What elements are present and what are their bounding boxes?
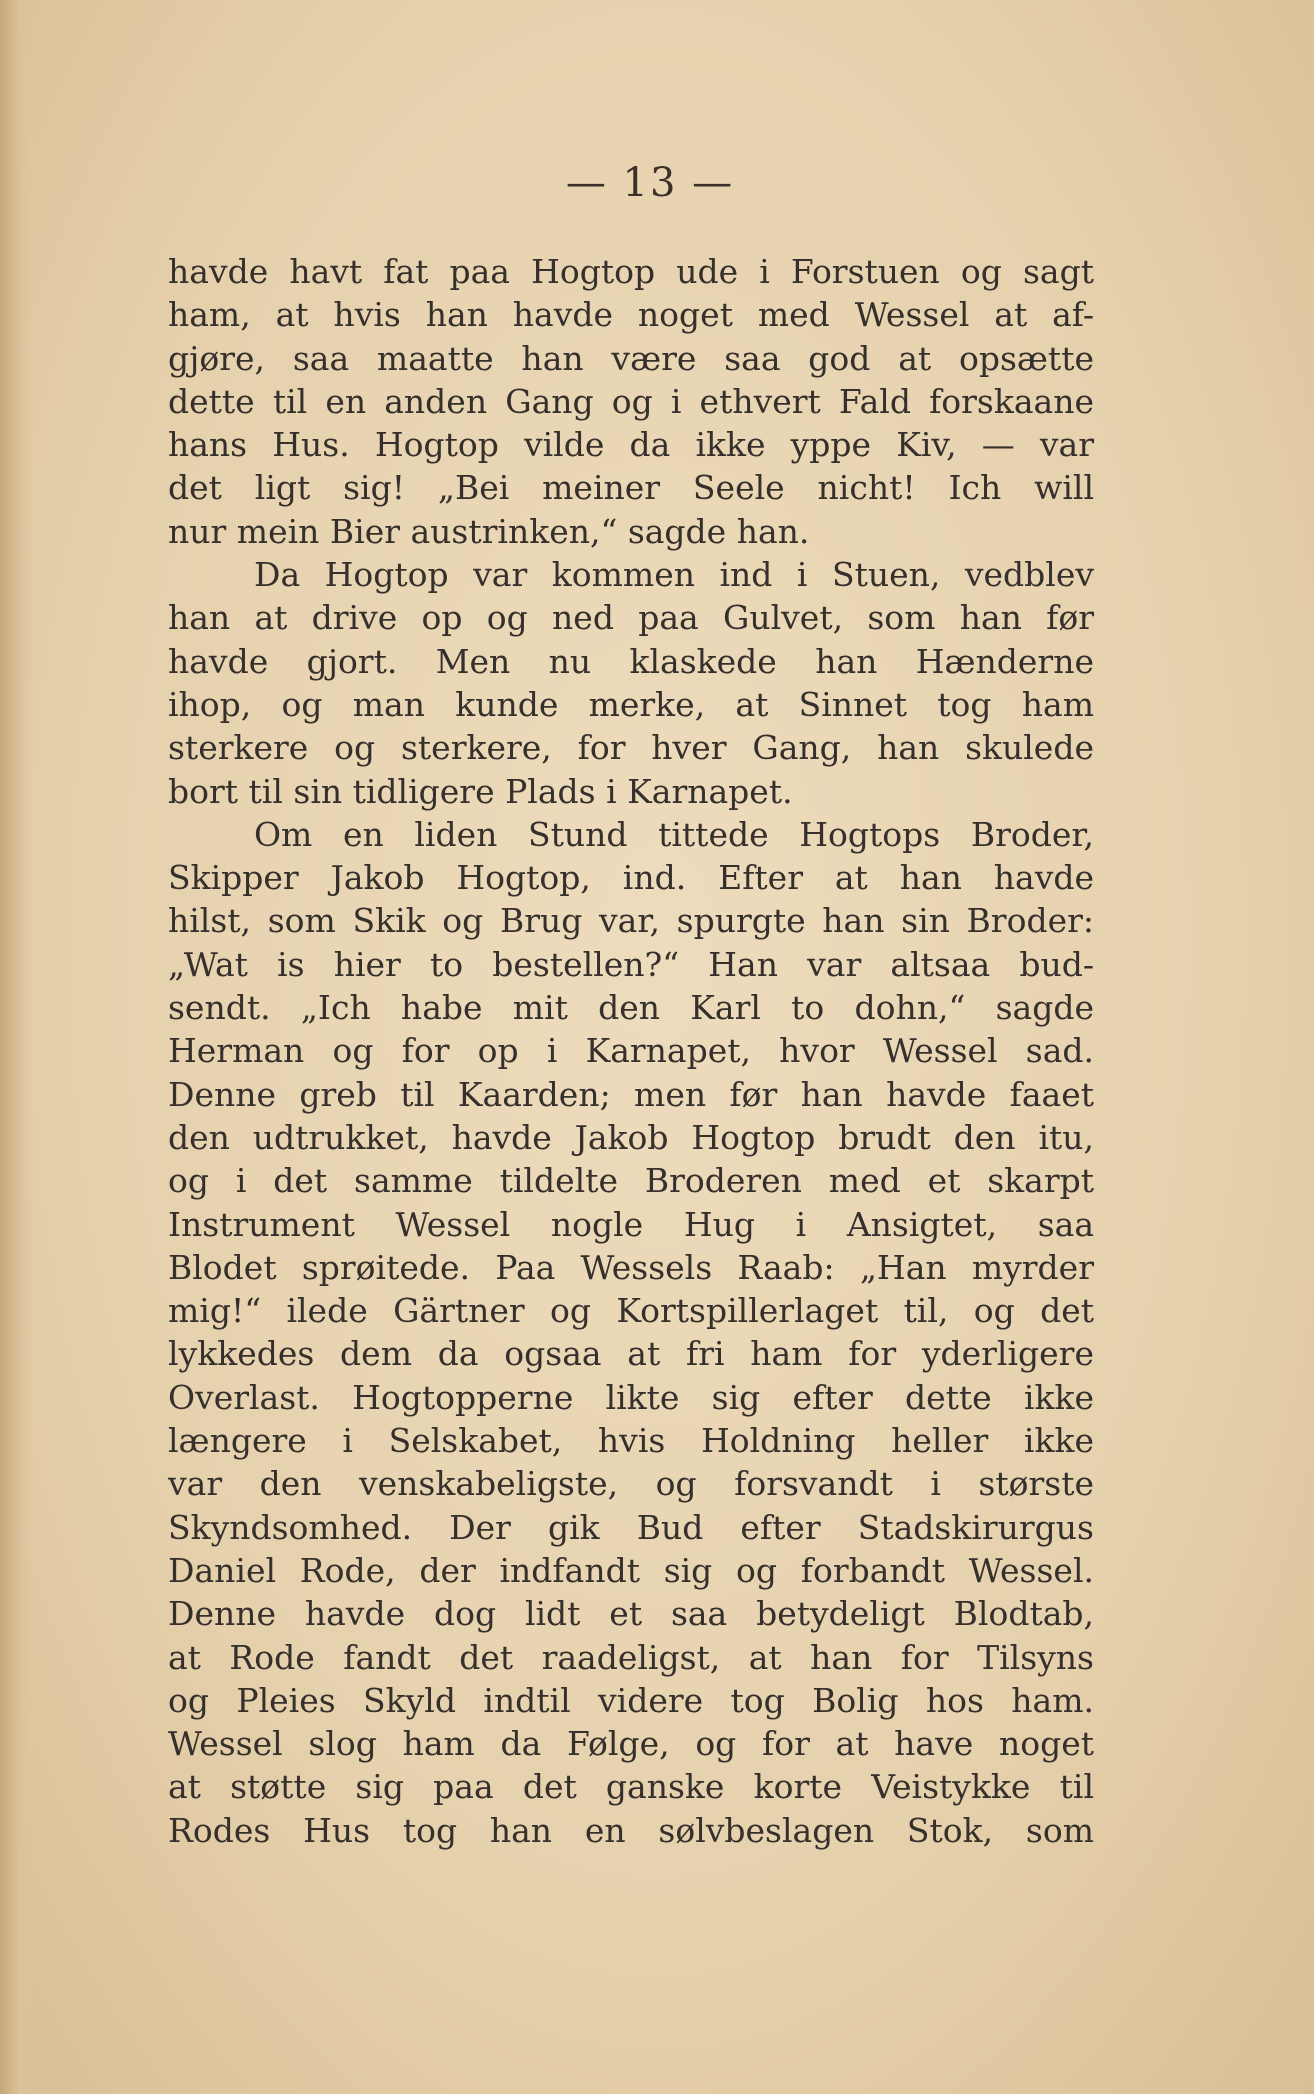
text-line: Daniel Rode, der indfandt sig og forbandt Wessel.: [168, 1550, 1094, 1590]
text-line: mig!“ ilede Gärtner og Kortspillerlaget til, og det: [168, 1291, 1094, 1331]
page-number: — 13 —: [565, 160, 735, 206]
text-line: bort til sin tidligere Plads i Karnapet.: [168, 771, 793, 811]
text-line: hilst, som Skik og Brug var, spurgte han sin Broder:: [168, 901, 1094, 941]
text-line: hans Hus. Hogtop vilde da ikke yppe Kiv, — var: [168, 425, 1094, 465]
text-line: han at drive op og ned paa Gulvet, som han før: [168, 598, 1094, 638]
text-line: lykkedes dem da ogsaa at fri ham for yderligere: [168, 1334, 1094, 1374]
text-line: Overlast. Hogtopperne likte sig efter dette ikke: [168, 1377, 1094, 1417]
text-line: nur mein Bier austrinken,“ sagde han.: [168, 511, 810, 551]
text-line: havde gjort. Men nu klaskede han Hænderne: [168, 641, 1094, 681]
text-line: at Rode fandt det raadeligst, at han for Tilsyns: [168, 1637, 1094, 1677]
text-line: sendt. „Ich habe mit den Karl to dohn,“ sagde: [168, 988, 1094, 1028]
text-line: sterkere og sterkere, for hver Gang, han skulede: [168, 728, 1094, 768]
text-line: Denne greb til Kaarden; men før han havde faaet: [168, 1074, 1094, 1114]
text-line: Da Hogtop var kommen ind i Stuen, vedblev: [254, 555, 1094, 595]
text-line: Herman og for op i Karnapet, hvor Wessel sad.: [168, 1031, 1094, 1071]
text-line: Instrument Wessel nogle Hug i Ansigtet, saa: [168, 1204, 1094, 1244]
text-line: Skipper Jakob Hogtop, ind. Efter at han havde: [168, 858, 1094, 898]
text-line: og i det samme tildelte Broderen med et skarpt: [168, 1161, 1094, 1201]
text-line: ham, at hvis han havde noget med Wessel at af-: [168, 295, 1094, 335]
text-line: at støtte sig paa det ganske korte Veistykke til: [168, 1767, 1094, 1807]
text-line: Rodes Hus tog han en sølvbeslagen Stok, som: [168, 1810, 1094, 1850]
text-line: og Pleies Skyld indtil videre tog Bolig hos ham.: [168, 1680, 1094, 1720]
text-line: Blodet sprøitede. Paa Wessels Raab: „Han myrder: [168, 1247, 1094, 1287]
text-line: den udtrukket, havde Jakob Hogtop brudt den itu,: [168, 1117, 1094, 1157]
text-line: „Wat is hier to bestellen?“ Han var altsaa bud-: [168, 944, 1094, 984]
text-line: Wessel slog ham da Følge, og for at have noget: [168, 1724, 1094, 1764]
text-line: ihop, og man kunde merke, at Sinnet tog ham: [168, 684, 1094, 724]
text-line: længere i Selskabet, hvis Holdning heller ikke: [168, 1421, 1094, 1461]
text-line: dette til en anden Gang og i ethvert Fald forskaane: [168, 381, 1094, 421]
text-line: var den venskabeligste, og forsvandt i største: [168, 1464, 1094, 1504]
text-line: det ligt sig! „Bei meiner Seele nicht! Ich will: [168, 468, 1094, 508]
text-line: Om en liden Stund tittede Hogtops Broder,: [254, 814, 1094, 854]
text-line: Denne havde dog lidt et saa betydeligt Blodtab,: [168, 1594, 1094, 1634]
body-text: [168, 250, 1094, 1852]
text-line: havde havt fat paa Hogtop ude i Forstuen og sagt: [168, 252, 1094, 291]
text-line: gjøre, saa maatte han være saa god at opsætte: [168, 338, 1094, 378]
page-binding-edge: [0, 0, 34, 2094]
text-line: Skyndsomhed. Der gik Bud efter Stadskirurgus: [168, 1507, 1094, 1547]
